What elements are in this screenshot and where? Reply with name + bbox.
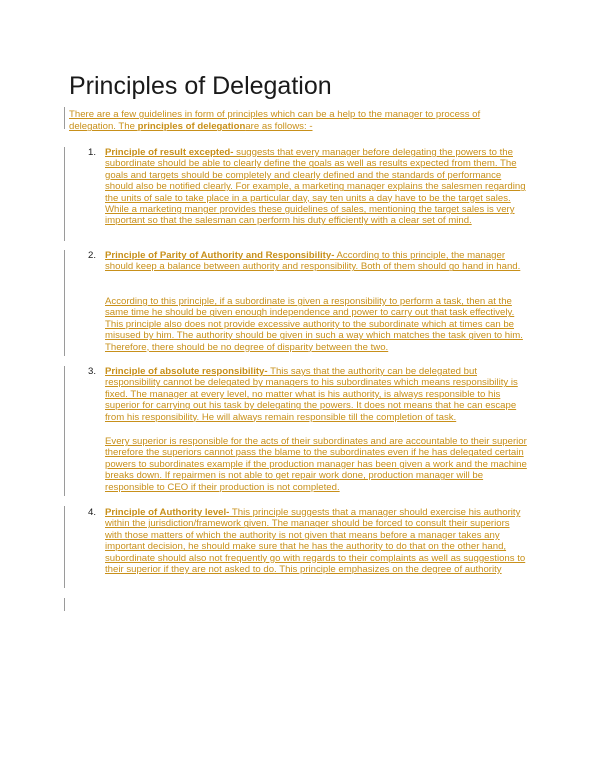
item-paragraph: [105, 507, 528, 575]
item-paragraph: [105, 366, 528, 423]
margin-bar: [64, 506, 65, 588]
intro-bold: principles of delegation: [137, 121, 246, 133]
item-extra-paragraph: According to this principle, if a subordinate is given a responsibility to perform a task, then at the same time he should be given enough independence and power to carry out that task effectively. This principle also does not provide excessive authority to the subordinate which at times can be misused by him. The authority should be given in such a way which matches the task given to him. Therefore, there should be no degree of disparity between the two.: [105, 296, 523, 353]
item-paragraph: [105, 147, 528, 227]
margin-bar: [64, 107, 65, 129]
item-extra-paragraph: Every superior is responsible for the acts of their subordinates and are accountable to their superior therefore the superiors cannot pass the blame to the subordinates even if he has delegated certain powers to subordinates example if the production manager has been given a work and the machine breaks down. If repairmen is not able to get repair work done, production manager will be responsible to CEO if their production is not completed.: [105, 436, 527, 493]
intro-paragraph: [69, 109, 509, 133]
item-paragraph: [105, 250, 528, 273]
intro-text: There are a few guidelines in form of principles which can be a help to the manager to process of delegation. The: [69, 109, 481, 133]
margin-bar: [64, 366, 65, 496]
item-number: 3.: [88, 366, 97, 377]
item-body: This principle suggests that a manager should exercise his authority within the jurisdiction/framework given. The manager should be forced to consult their superiors with those matters of which the authority is not given that means before a manager takes any important decision, he should make sure that he has the authority to do that on the other hand, subordinate should also not frequently go with regards to their complaints as well as suggestions to their superior if they are not asked to do. This principle emphasizes on the degree of authority: [105, 507, 526, 576]
item-body: According to this principle, the manager should keep a balance between authority and responsibility. Both of them should go hand in hand.: [105, 250, 521, 273]
item-body: This says that the authority can be delegated but responsibility cannot be delegated by managers to his subordinates which means responsibility is fixed. The manager at every level, no matter what is his authority, is always responsible to his superior for carrying out his task by delegating the powers. It does not means that he can escape from his responsibility. He will always remain responsible till the completion of task.: [105, 366, 518, 423]
item-heading: Principle of result excepted-: [105, 147, 234, 158]
intro-text-after: are as follows: -: [245, 121, 313, 133]
item-body: suggests that every manager before delegating the powers to the subordinate should be able to clearly define the goals as well as results expected from them. The goals and targets should be completely and clearly defined and the standards of performance should also be notified clearly. For example, a marketing manager explains the salesmen regarding the units of sale to take place in a particular day, say ten units a day have to be the target sales. While a marketing manger provides these guidelines of sales, mentioning the target sales is very important so that the salesman can perform his duty efficiently with a clear set of mind.: [105, 147, 526, 227]
margin-bar: [64, 147, 65, 241]
margin-bar: [64, 598, 65, 611]
item-heading: Principle of Authority level-: [105, 507, 230, 518]
item-heading: Principle of Parity of Authority and Responsibility-: [105, 250, 335, 261]
page-title: Principles of Delegation: [69, 72, 332, 100]
margin-bar: [64, 250, 65, 356]
item-number: 1.: [88, 147, 97, 158]
item-number: 2.: [88, 250, 97, 261]
item-heading: Principle of absolute responsibility-: [105, 366, 268, 377]
item-number: 4.: [88, 507, 97, 518]
